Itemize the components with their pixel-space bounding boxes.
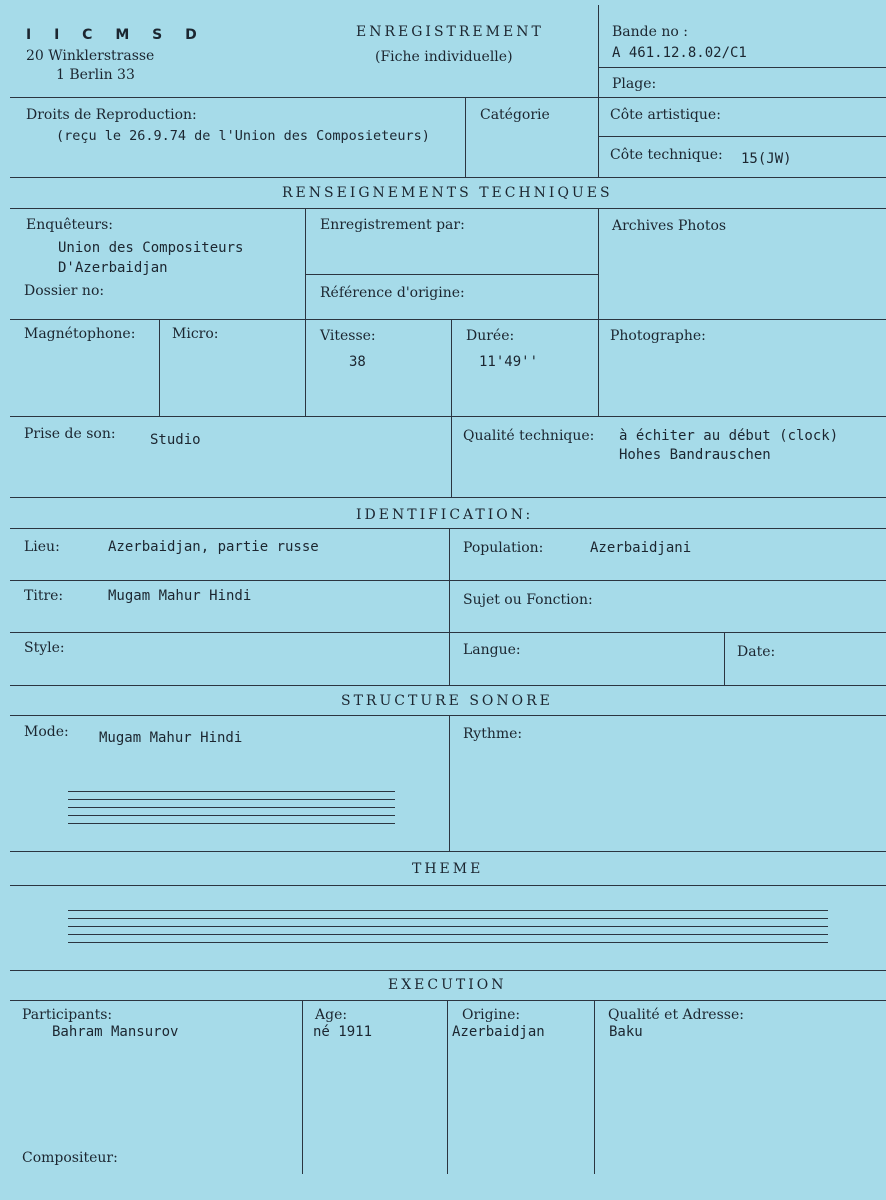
rule (10, 319, 886, 320)
rule (598, 208, 599, 416)
mode-value: Mugam Mahur Hindi (99, 730, 243, 746)
compositeur-label: Compositeur: (22, 1150, 118, 1166)
rule (724, 632, 725, 685)
staff-line (68, 926, 828, 927)
rule (598, 67, 886, 68)
rule (10, 177, 886, 178)
origine-value: Azerbaidjan (452, 1024, 545, 1040)
rule (598, 136, 886, 137)
participants-label: Participants: (22, 1007, 113, 1023)
sujet-label: Sujet ou Fonction: (463, 592, 593, 608)
rule (598, 5, 599, 177)
archives-label: Archives Photos (612, 218, 727, 234)
rule (10, 685, 886, 686)
staff-line (68, 815, 395, 816)
enqueteurs-label: Enquêteurs: (26, 217, 114, 233)
rule (10, 970, 886, 971)
cote-technique-label: Côte technique: (610, 147, 723, 163)
reference-label: Référence d'origine: (320, 285, 465, 301)
qualite-adresse-value: Baku (609, 1024, 643, 1040)
enregistrement-par-label: Enregistrement par: (320, 217, 465, 233)
bande-label: Bande no : (612, 24, 688, 40)
population-label: Population: (463, 540, 544, 556)
section-title-execution: EXECUTION (388, 977, 507, 993)
enqueteurs-line2: D'Azerbaidjan (58, 260, 168, 276)
rule (10, 1000, 886, 1001)
qualite-technique-label: Qualité technique: (463, 428, 595, 444)
participants-value: Bahram Mansurov (52, 1024, 179, 1040)
rule (10, 632, 886, 633)
staff-line (68, 918, 828, 919)
staff-line (68, 791, 395, 792)
prise-de-son-label: Prise de son: (24, 426, 116, 442)
section-title-theme: THEME (412, 861, 484, 877)
population-value: Azerbaidjani (590, 540, 692, 556)
titre-value: Mugam Mahur Hindi (108, 588, 252, 604)
institute-city: 1 Berlin 33 (56, 67, 135, 83)
qualite-technique-line1: à échiter au début (clock) (619, 428, 839, 444)
prise-de-son-value: Studio (150, 432, 201, 448)
rule (451, 319, 452, 497)
categorie-label: Catégorie (480, 107, 550, 123)
vitesse-value: 38 (349, 354, 366, 370)
qualite-technique-line2: Hohes Bandrauschen (619, 447, 771, 463)
staff-line (68, 799, 395, 800)
card-subtitle: (Fiche individuelle) (375, 49, 513, 65)
rule (10, 885, 886, 886)
rule (447, 1000, 448, 1174)
staff-line (68, 823, 395, 824)
staff-line (68, 807, 395, 808)
photographe-label: Photographe: (610, 328, 706, 344)
rule (10, 208, 886, 209)
institute-street: 20 Winklerstrasse (26, 48, 155, 64)
droits-value: (reçu le 26.9.74 de l'Union des Composieteurs) (56, 128, 430, 144)
staff-line (68, 910, 828, 911)
rule (159, 319, 160, 416)
cote-technique-value: 15(JW) (741, 151, 792, 167)
qualite-adresse-label: Qualité et Adresse: (608, 1007, 744, 1023)
titre-label: Titre: (24, 588, 64, 604)
section-title-identification: IDENTIFICATION: (356, 507, 534, 523)
rule (10, 580, 886, 581)
lieu-value: Azerbaidjan, partie russe (108, 539, 319, 555)
rule (10, 416, 886, 417)
rule (305, 208, 306, 416)
rule (10, 497, 886, 498)
duree-label: Durée: (466, 328, 515, 344)
langue-label: Langue: (463, 642, 521, 658)
age-label: Age: (315, 1007, 348, 1023)
rule (465, 97, 466, 177)
section-title-structure: STRUCTURE SONORE (341, 693, 553, 709)
rule (302, 1000, 303, 1174)
plage-label: Plage: (612, 76, 657, 92)
rule (10, 851, 886, 852)
duree-value: 11'49'' (479, 354, 539, 370)
rule (449, 528, 450, 685)
enqueteurs-line1: Union des Compositeurs (58, 240, 244, 256)
institute-acronym: I I C M S D (26, 27, 206, 43)
magnetophone-label: Magnétophone: (24, 326, 136, 342)
rule (10, 528, 886, 529)
rule (10, 97, 886, 98)
mode-label: Mode: (24, 724, 69, 740)
card-title: ENREGISTREMENT (356, 24, 544, 40)
rule (594, 1000, 595, 1174)
droits-label: Droits de Reproduction: (26, 107, 197, 123)
lieu-label: Lieu: (24, 539, 60, 555)
dossier-label: Dossier no: (24, 283, 105, 299)
age-value: né 1911 (313, 1024, 373, 1040)
section-title-renseignements: RENSEIGNEMENTS TECHNIQUES (282, 185, 613, 201)
origine-label: Origine: (462, 1007, 521, 1023)
vitesse-label: Vitesse: (320, 328, 376, 344)
staff-line (68, 942, 828, 943)
date-label: Date: (737, 644, 776, 660)
micro-label: Micro: (172, 326, 219, 342)
rythme-label: Rythme: (463, 726, 523, 742)
staff-line (68, 934, 828, 935)
cote-artistique-label: Côte artistique: (610, 107, 721, 123)
rule (10, 715, 886, 716)
rule (449, 715, 450, 851)
bande-value: A 461.12.8.02/C1 (612, 45, 747, 61)
style-label: Style: (24, 640, 65, 656)
rule (305, 274, 598, 275)
